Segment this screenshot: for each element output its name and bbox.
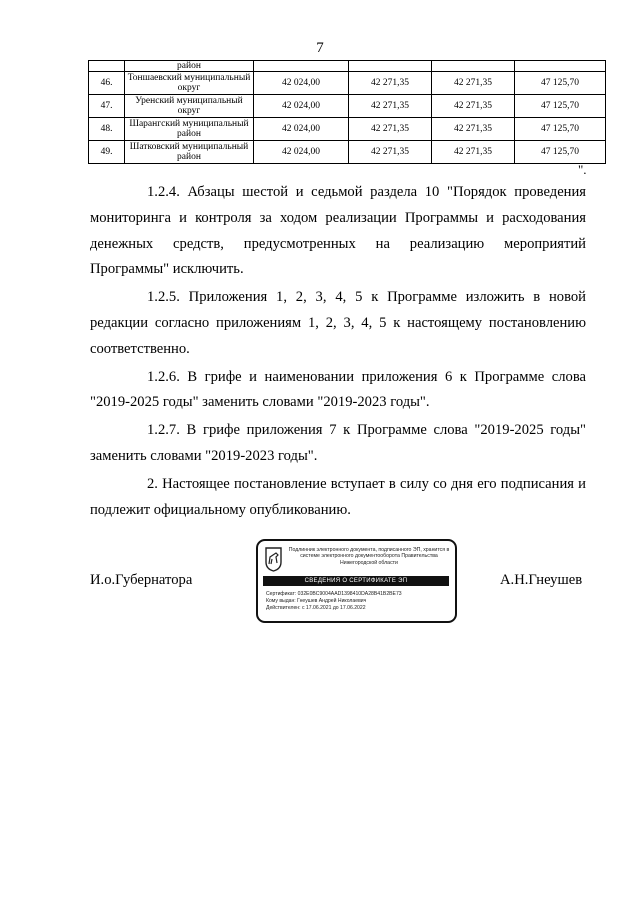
table-row: [89, 95, 606, 118]
municipality-name: Шарангский муниципальный район: [125, 118, 254, 141]
body-text: [90, 180, 586, 525]
table-row: [89, 61, 606, 72]
value-cell: 42 024,00: [254, 72, 349, 95]
certificate-details: [266, 591, 402, 612]
closing-quote: ".: [578, 162, 587, 177]
paragraph-1-2-4: 1.2.4. Абзацы шестой и седьмой раздела 10 "Порядок проведения мониторинга и контроля за ходом реализации Программы и расходования денежных средств, предусмотренных на реализацию мероприятий Программы" исключить.: [90, 184, 586, 278]
table-cell: район: [125, 61, 254, 72]
value-cell: 42 271,35: [349, 72, 432, 95]
paragraph-1-2-5: 1.2.5. Приложения 1, 2, 3, 4, 5 к Программе изложить в новой редакции согласно приложениям 1, 2, 3, 4, 5 к настоящему постановлению соответственно.: [90, 289, 586, 357]
value-cell: 47 125,70: [515, 118, 606, 141]
paragraph-1-2-7: 1.2.7. В грифе приложения 7 к Программе слова "2019-2025 годы" заменить словами "2019-2023 годы".: [90, 422, 586, 464]
value-cell: 42 271,35: [432, 118, 515, 141]
electronic-signature-stamp: [256, 539, 457, 623]
value-cell: 42 024,00: [254, 141, 349, 164]
table-row: [89, 118, 606, 141]
table-cell: [89, 61, 125, 72]
value-cell: 42 024,00: [254, 95, 349, 118]
stamp-header: Подлинник электронного документа, подписанного ЭП, хранится в системе электронного документооборота Правительства Нижегородской области: [288, 547, 450, 566]
municipality-name: Уренский муниципальный округ: [125, 95, 254, 118]
signatory-position: И.о.Губернатора: [90, 572, 193, 588]
table-cell: [349, 61, 432, 72]
value-cell: 47 125,70: [515, 72, 606, 95]
certificate-owner: Кому выдан: Гнеушев Андрей Николаевич: [266, 598, 367, 604]
value-cell: 47 125,70: [515, 95, 606, 118]
value-cell: 47 125,70: [515, 141, 606, 164]
value-cell: 42 271,35: [349, 95, 432, 118]
value-cell: 42 271,35: [432, 141, 515, 164]
certificate-validity: Действителен: с 17.06.2021 до 17.06.2022: [266, 605, 366, 611]
value-cell: 42 271,35: [432, 72, 515, 95]
table-cell: [432, 61, 515, 72]
paragraph-1-2-6: 1.2.6. В грифе и наименовании приложения 6 к Программе слова "2019-2025 годы" заменить словами "2019-2023 годы".: [90, 368, 586, 411]
table-cell: [254, 61, 349, 72]
table-row: [89, 141, 606, 164]
row-number: 47.: [89, 95, 125, 118]
municipality-name: Тоншаевский муниципальный округ: [125, 72, 254, 95]
table-cell: [515, 61, 606, 72]
table-row: [89, 72, 606, 95]
row-number: 46.: [89, 72, 125, 95]
value-cell: 42 271,35: [432, 95, 515, 118]
value-cell: 42 271,35: [349, 141, 432, 164]
coat-of-arms-icon: [265, 547, 282, 572]
value-cell: 42 271,35: [349, 118, 432, 141]
paragraph-2: 2. Настоящее постановление вступает в силу со дня его подписания и подлежит официальному опубликованию.: [90, 475, 586, 518]
value-cell: 42 024,00: [254, 118, 349, 141]
row-number: 49.: [89, 141, 125, 164]
page-number: 7: [316, 40, 324, 56]
row-number: 48.: [89, 118, 125, 141]
data-table: [88, 60, 606, 164]
certificate-number: Сертификат: 032E0BC9004AAD1398410DA28B41B2BE73: [266, 591, 402, 597]
signatory-name: А.Н.Гнеушев: [500, 572, 583, 588]
certificate-info-bar: СВЕДЕНИЯ О СЕРТИФИКАТЕ ЭП: [263, 576, 449, 586]
municipality-name: Шатковский муниципальный район: [125, 141, 254, 164]
